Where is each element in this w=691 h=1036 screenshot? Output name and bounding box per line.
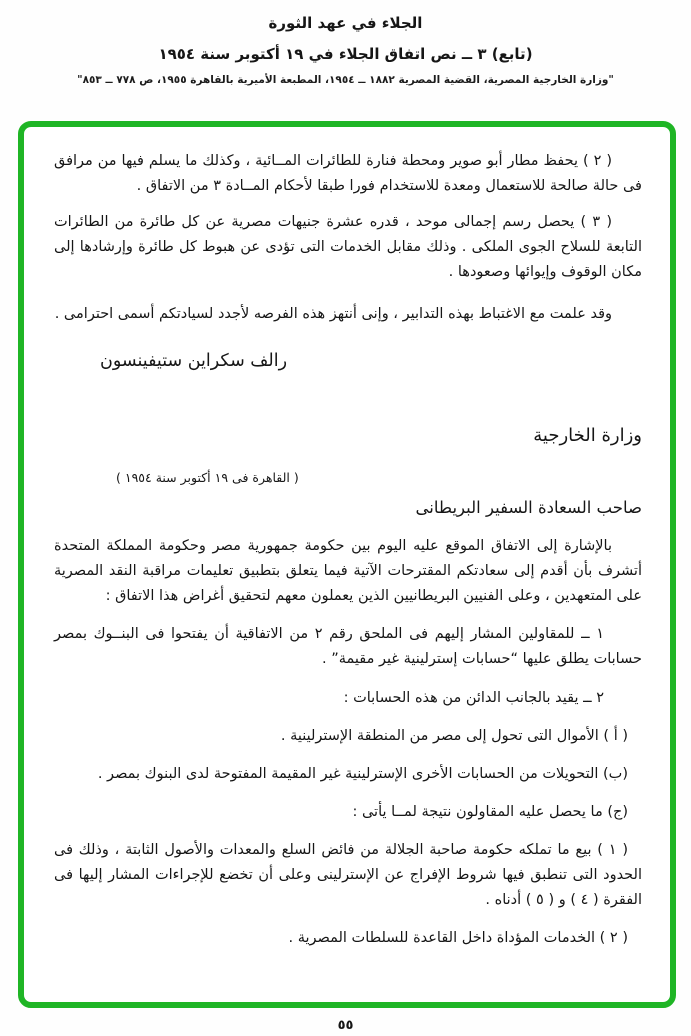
paragraph-intro-currency-control: بالإشارة إلى الاتفاق الموقع عليه اليوم بين حكومة جمهورية مصر وحكومة المملكة المتحدة أتشرف بأن أقدم إلى سعادتكم المقترحات الآتية فيما يتعلق بتطبيق تعليمات مراقبة النقد المصرية على المتعهدين ، وعلى الفنيين البريطانيين الذين يعملون معهم لتحقيق أغراض هذا الاتفاق : <box>54 537 642 604</box>
paragraph-closing-courtesy: وقد علمت مع الاغتباط بهذه التدابير ، وإنى أنتهز هذه الفرصه لأجدد لسيادتكم أسمى احترامى . <box>54 305 612 322</box>
salutation-british-ambassador: صاحب السعادة السفير البريطانى <box>415 497 642 517</box>
page-number: ٥٥ <box>337 1018 354 1033</box>
source-citation: "وزارة الخارجية المصرية، القضية المصرية ١٨٨٢ ــ ١٩٥٤، المطبعة الأميرية بالقاهرة ١٩٥٥، ص ٧٧٨ ــ ٨٥٣" <box>77 74 614 86</box>
list-item-1-contractor-accounts: ١ ــ للمقاولين المشار إليهم فى الملحق رقم ٢ من الاتفاقية أن يفتحوا فى البنــوك بمصر حسابات يطلق عليها “حسابات إسترلينية غير مقيمة” . <box>54 626 642 668</box>
sub-item-c-contractor-proceeds: (ج) ما يحصل عليه المقاولون نتيجة لمــا يأتى : <box>352 804 628 821</box>
sub-item-c1-surplus-sales: ( ١ ) بيع ما تملكه حكومة صاحبة الجلالة من فائض السلع والمعدات والأصول الثابتة ، وذلك فى الحدود التى تنطبق فيها شروط الإفراج عن الإسترلينى وعلى أن تخضع للإجراءات المشار إليها فى الفقرة ( ٤ ) و ( ٥ ) أدناه . <box>54 842 642 908</box>
list-item-2-credit-side: ٢ ــ يقيد بالجانب الدائن من هذه الحسابات : <box>343 690 604 707</box>
dateline-cairo: ( القاهرة فى ١٩ أكتوبر سنة ١٩٥٤ ) <box>116 469 299 485</box>
highlighted-content-box <box>18 121 676 1008</box>
sub-item-c2-base-services: ( ٢ ) الخدمات المؤداة داخل القاعدة للسلطات المصرية . <box>288 929 628 946</box>
paragraph-landing-fee-clause: ( ٣ ) يحصل رسم إجمالى موحد ، قدره عشرة جنيهات مصرية عن كل طائرة من الطائرات التابعة للسلاح الجوى الملكى . وذلك مقابل الخدمات التى تؤدى عن هبوط كل طائرة وإرشادها إلى مكان الوقوف وإيوائها وصعودها . <box>54 213 642 280</box>
page-header <box>0 0 691 86</box>
sub-item-a-transferred-funds: ( أ ) الأموال التى تحول إلى مصر من المنطقة الإسترلينية . <box>280 728 628 745</box>
ministry-of-foreign-affairs-heading: وزارة الخارجية <box>533 424 642 446</box>
sub-item-b-sterling-transfers: (ب) التحويلات من الحسابات الأخرى الإسترلينية غير المقيمة المفتوحة لدى البنوك بمصر . <box>97 766 628 783</box>
signature-ralph-skrine-stevenson: رالف سكراين ستيفينسون <box>100 350 288 371</box>
paragraph-airports-clause: ( ٢ ) يحفظ مطار أبو صوير ومحطة فنارة للطائرات المــائية ، وكذلك ما يسلم فيها من مرافق فى حالة صالحة للاستعمال ومعدة للاستخدام فورا طبقا لأحكام المــادة ٣ من الاتفاق . <box>54 153 642 194</box>
section-subtitle: (تابع) ٣ ــ نص اتفاق الجلاء في ١٩ أكتوبر سنة ١٩٥٤ <box>158 45 533 63</box>
book-title: الجلاء في عهد الثورة <box>268 14 423 32</box>
